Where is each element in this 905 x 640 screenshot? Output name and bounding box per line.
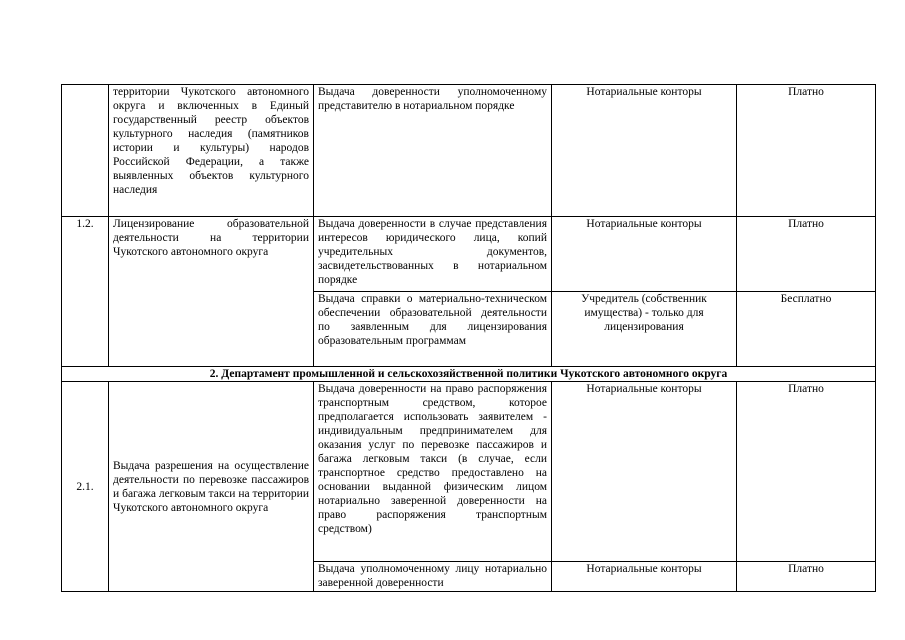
table-row bbox=[62, 382, 876, 562]
provider-cell: Учредитель (собственник имущества) - только для лицензирования bbox=[552, 292, 737, 367]
section-title: 2. Департамент промышленной и сельскохозяйственной политики Чукотского автономного округа bbox=[62, 367, 876, 382]
services-table bbox=[61, 84, 876, 592]
section-header-row bbox=[62, 367, 876, 382]
row-number-cell bbox=[62, 85, 109, 217]
row-number-cell: 1.2. bbox=[62, 217, 109, 367]
payment-cell: Платно bbox=[737, 562, 876, 592]
provider-cell: Нотариальные конторы bbox=[552, 217, 737, 292]
service-name-cell: территории Чукотского автономного округа и включенных в Единый государственный реестр объектов культурного наследия (памятников истории и культуры) народов Российской Федерации, а также выявленных объектов культурного наследия bbox=[109, 85, 314, 217]
provider-cell: Нотариальные конторы bbox=[552, 382, 737, 562]
required-service-cell: Выдача справки о материально-техническом обеспечении образовательной деятельности по заявленным для лицензирования образовательным программам bbox=[314, 292, 552, 367]
service-name-cell: Лицензирование образовательной деятельности на территории Чукотского автономного округа bbox=[109, 217, 314, 367]
provider-cell: Нотариальные конторы bbox=[552, 85, 737, 217]
required-service-cell: Выдача уполномоченному лицу нотариально заверенной доверенности bbox=[314, 562, 552, 592]
required-service-cell: Выдача доверенности уполномоченному представителю в нотариальном порядке bbox=[314, 85, 552, 217]
table-row bbox=[62, 217, 876, 292]
required-service-cell: Выдача доверенности на право распоряжения транспортным средством, которое предполагается использовать заявителем - индивидуальным предпринимателем для оказания услуг по перевозке пассажиров и багажа легковым такси (в случае, если транспортное средство предоставлено на основании выданной физическим лицом нотариально заверенной доверенности на право распоряжения транспортным средством) bbox=[314, 382, 552, 562]
service-name-cell: Выдача разрешения на осуществление деятельности по перевозке пассажиров и багажа легковым такси на территории Чукотского автономного округа bbox=[109, 382, 314, 592]
table-row bbox=[62, 85, 876, 217]
payment-cell: Бесплатно bbox=[737, 292, 876, 367]
row-number-cell: 2.1. bbox=[62, 382, 109, 592]
payment-cell: Платно bbox=[737, 382, 876, 562]
required-service-cell: Выдача доверенности в случае представления интересов юридического лица, копий учредительных документов, засвидетельствованных в нотариальном порядке bbox=[314, 217, 552, 292]
payment-cell: Платно bbox=[737, 85, 876, 217]
provider-cell: Нотариальные конторы bbox=[552, 562, 737, 592]
payment-cell: Платно bbox=[737, 217, 876, 292]
